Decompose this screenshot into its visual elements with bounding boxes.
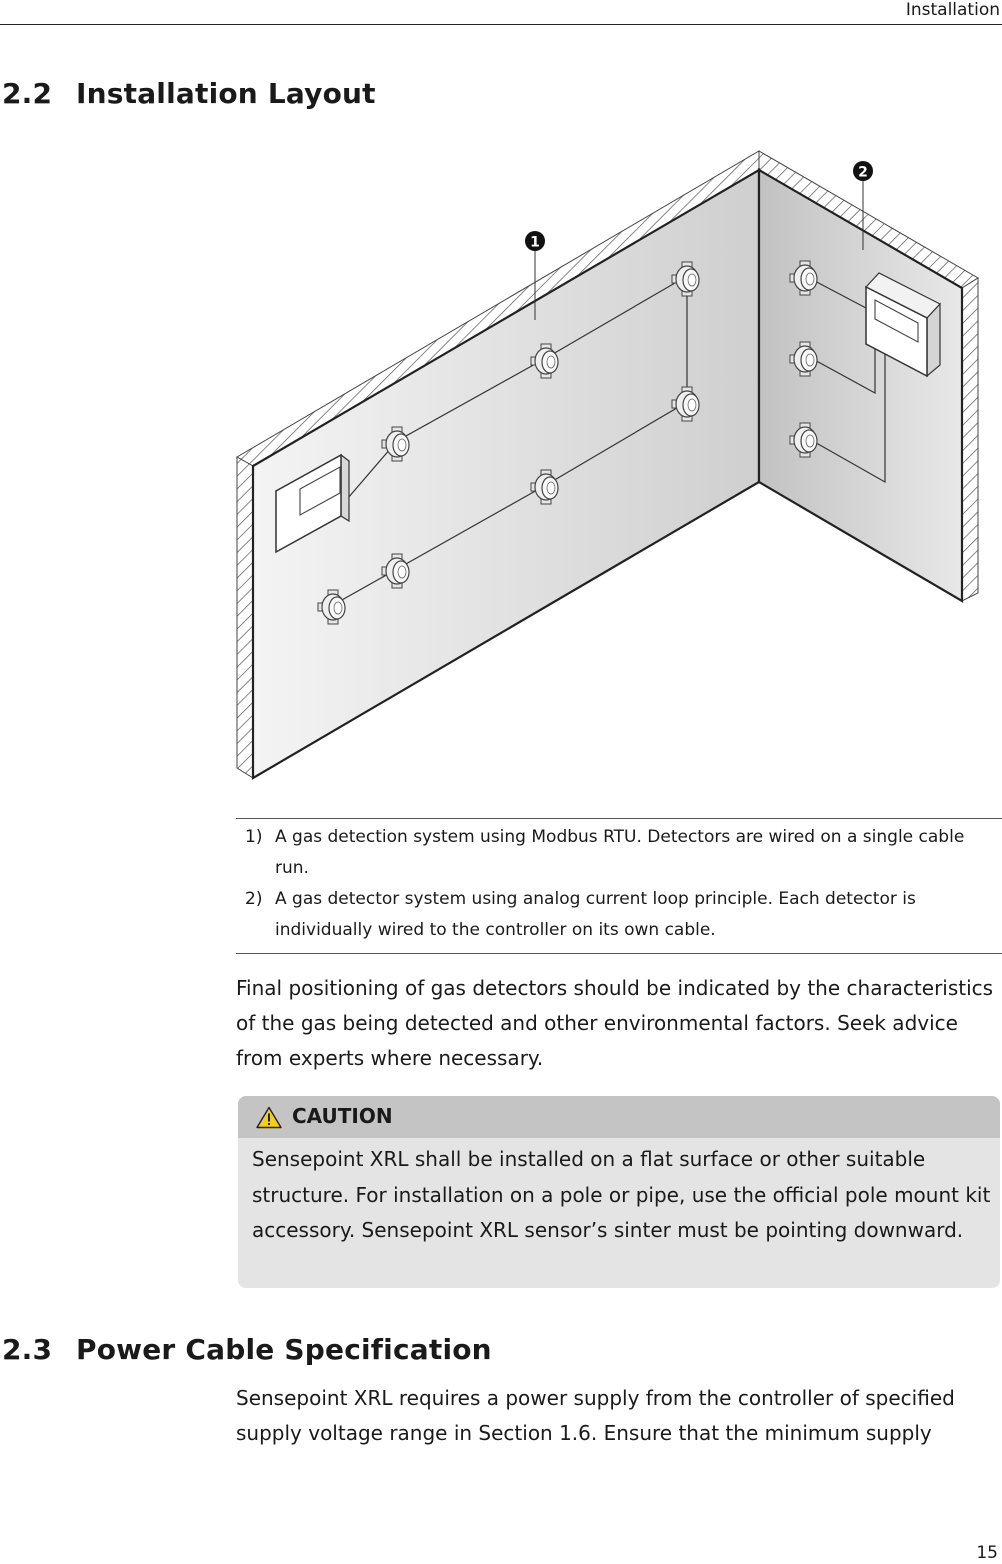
installation-layout-figure: [230, 145, 1002, 795]
legend-item-number: 2): [245, 889, 263, 909]
wall-left-side-hatch: [237, 457, 253, 778]
section-heading-power-cable: [2, 1333, 492, 1367]
legend-item-number: 1): [245, 827, 263, 847]
section-number: 2.2: [2, 77, 53, 110]
positioning-paragraph: Final positioning of gas detectors should be indicated by the characteristics of the gas being detected and other environmental factors. Seek advice from experts where necessary.: [236, 976, 994, 1070]
caution-header: [238, 1096, 1000, 1138]
legend-item-text: A gas detection system using Modbus RTU. Detectors are wired on a single cable run.: [275, 827, 965, 878]
legend-item-text: A gas detector system using analog current loop principle. Each detector is individually wired to the controller on its own cable.: [275, 889, 916, 940]
section-title: Installation Layout: [76, 77, 376, 110]
wall-right-side-hatch: [962, 278, 978, 601]
caution-box: [238, 1096, 1000, 1288]
callout-2-label: 2: [858, 164, 868, 181]
caution-title: CAUTION: [292, 1104, 393, 1128]
section-title: Power Cable Specification: [76, 1333, 492, 1366]
section-number: 2.3: [2, 1333, 53, 1366]
warning-triangle-icon: [256, 1106, 282, 1129]
page-number: 15: [976, 1543, 998, 1563]
header-rule: [0, 24, 1002, 25]
section-heading-installation-layout: [2, 77, 376, 111]
caution-text: Sensepoint XRL shall be installed on a flat surface or other suitable structure. For installation on a pole or pipe, use the official pole mount kit accessory. Sensepoint XRL sensor’s sinter must be pointing downward.: [252, 1147, 991, 1242]
running-header: Installation: [905, 0, 1000, 20]
callout-1-label: 1: [530, 234, 540, 251]
figure-legend: [236, 818, 1002, 954]
power-supply-paragraph: Sensepoint XRL requires a power supply from the controller of specified supply voltage range in Section 1.6. Ensure that the minimum supply: [236, 1386, 955, 1445]
